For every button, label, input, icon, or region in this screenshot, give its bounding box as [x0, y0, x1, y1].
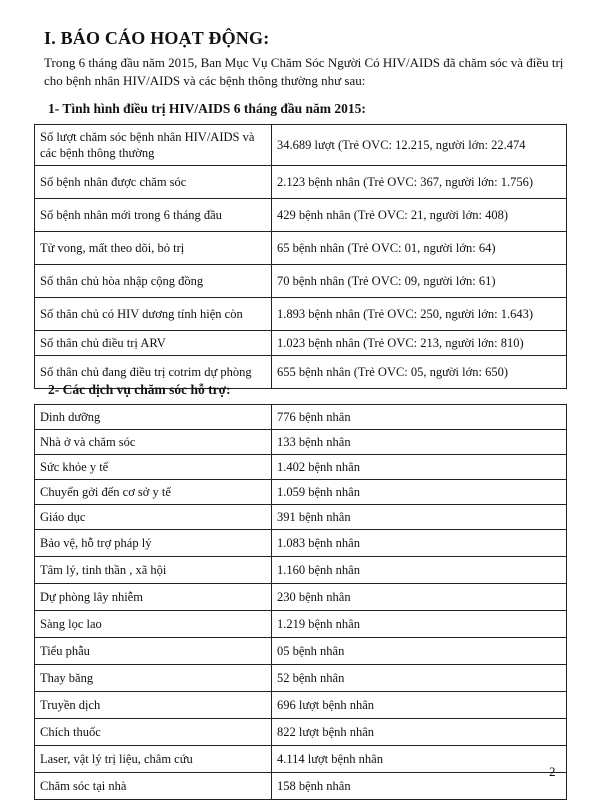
row-label: Tiểu phẫu: [35, 638, 272, 665]
row-value: 391 bệnh nhân: [272, 505, 567, 530]
row-value: 05 bệnh nhân: [272, 638, 567, 665]
row-label: Dự phòng lây nhiễm: [35, 584, 272, 611]
row-value: 1.402 bệnh nhân: [272, 455, 567, 480]
row-label: Số lượt chăm sóc bệnh nhân HIV/AIDS và các bệnh thông thường: [35, 125, 272, 166]
table-row: [35, 298, 567, 331]
row-label: Chuyển gởi đến cơ sở y tế: [35, 480, 272, 505]
table-row: [35, 505, 567, 530]
section-title: I. BÁO CÁO HOẠT ĐỘNG:: [44, 28, 270, 48]
row-value: 158 bệnh nhân: [272, 773, 567, 800]
row-value: 822 lượt bệnh nhân: [272, 719, 567, 746]
table-row: [35, 480, 567, 505]
row-label: Số thân chủ điều trị ARV: [35, 331, 272, 356]
row-label: Bảo vệ, hỗ trợ pháp lý: [35, 530, 272, 557]
table-row: [35, 125, 567, 166]
table-row: [35, 557, 567, 584]
table-row: [35, 638, 567, 665]
table-row: [35, 455, 567, 480]
table-row: [35, 719, 567, 746]
row-label: Dinh dưỡng: [35, 405, 272, 430]
table-row: [35, 232, 567, 265]
row-label: Số thân chủ hòa nhập cộng đồng: [35, 265, 272, 298]
row-label: Nhà ở và chăm sóc: [35, 430, 272, 455]
row-label: Số bệnh nhân được chăm sóc: [35, 166, 272, 199]
row-value: 230 bệnh nhân: [272, 584, 567, 611]
table-row: [35, 405, 567, 430]
row-label: Số bệnh nhân mới trong 6 tháng đầu: [35, 199, 272, 232]
row-value: 1.219 bệnh nhân: [272, 611, 567, 638]
row-value: 1.023 bệnh nhân (Trẻ OVC: 213, người lớn: 810): [272, 331, 567, 356]
row-value: 133 bệnh nhân: [272, 430, 567, 455]
services-heading: 2- Các dịch vụ chăm sóc hỗ trợ:: [48, 382, 231, 397]
row-label: Sức khỏe y tế: [35, 455, 272, 480]
table-row: [35, 584, 567, 611]
treatment-table: [34, 124, 567, 389]
row-label: Sàng lọc lao: [35, 611, 272, 638]
row-value: 34.689 lượt (Trẻ OVC: 12.215, người lớn: 22.474: [272, 125, 567, 166]
table-row: [35, 665, 567, 692]
row-label: Số thân chủ có HIV dương tính hiện còn: [35, 298, 272, 331]
row-label: Giáo dục: [35, 505, 272, 530]
table-row: [35, 773, 567, 800]
row-value: 1.059 bệnh nhân: [272, 480, 567, 505]
table-row: [35, 611, 567, 638]
row-value: 776 bệnh nhân: [272, 405, 567, 430]
row-label: Chích thuốc: [35, 719, 272, 746]
row-value: 429 bệnh nhân (Trẻ OVC: 21, người lớn: 408): [272, 199, 567, 232]
table-row: [35, 530, 567, 557]
table-row: [35, 166, 567, 199]
treatment-heading: 1- Tình hình điều trị HIV/AIDS 6 tháng đầu năm 2015:: [48, 101, 366, 116]
row-value: 655 bệnh nhân (Trẻ OVC: 05, người lớn: 650): [272, 356, 567, 389]
row-label: Tâm lý, tinh thần , xã hội: [35, 557, 272, 584]
row-label: Truyền dịch: [35, 692, 272, 719]
page-number: 2: [549, 764, 556, 779]
row-value: 65 bệnh nhân (Trẻ OVC: 01, người lớn: 64): [272, 232, 567, 265]
row-value: 2.123 bệnh nhân (Trẻ OVC: 367, người lớn: 1.756): [272, 166, 567, 199]
row-value: 70 bệnh nhân (Trẻ OVC: 09, người lớn: 61): [272, 265, 567, 298]
table-row: [35, 199, 567, 232]
row-label: Số thân chủ đang điều trị cotrim dự phòng: [35, 356, 272, 389]
services-table: [34, 404, 567, 800]
row-value: 4.114 lượt bệnh nhân: [272, 746, 567, 773]
row-value: 52 bệnh nhân: [272, 665, 567, 692]
row-label: Thay băng: [35, 665, 272, 692]
table-row: [35, 692, 567, 719]
table-row: [35, 331, 567, 356]
row-label: Laser, vật lý trị liệu, châm cứu: [35, 746, 272, 773]
table-row: [35, 430, 567, 455]
table-row: [35, 746, 567, 773]
row-value: 696 lượt bệnh nhân: [272, 692, 567, 719]
row-value: 1.083 bệnh nhân: [272, 530, 567, 557]
intro-paragraph: Trong 6 tháng đầu năm 2015, Ban Mục Vụ Chăm Sóc Người Có HIV/AIDS đã chăm sóc và điều trị cho bệnh nhân HIV/AIDS và các bệnh thông thường như sau:: [44, 55, 564, 88]
row-label: Tử vong, mất theo dõi, bỏ trị: [35, 232, 272, 265]
row-value: 1.893 bệnh nhân (Trẻ OVC: 250, người lớn: 1.643): [272, 298, 567, 331]
row-label: Chăm sóc tại nhà: [35, 773, 272, 800]
table-row: [35, 265, 567, 298]
row-value: 1.160 bệnh nhân: [272, 557, 567, 584]
